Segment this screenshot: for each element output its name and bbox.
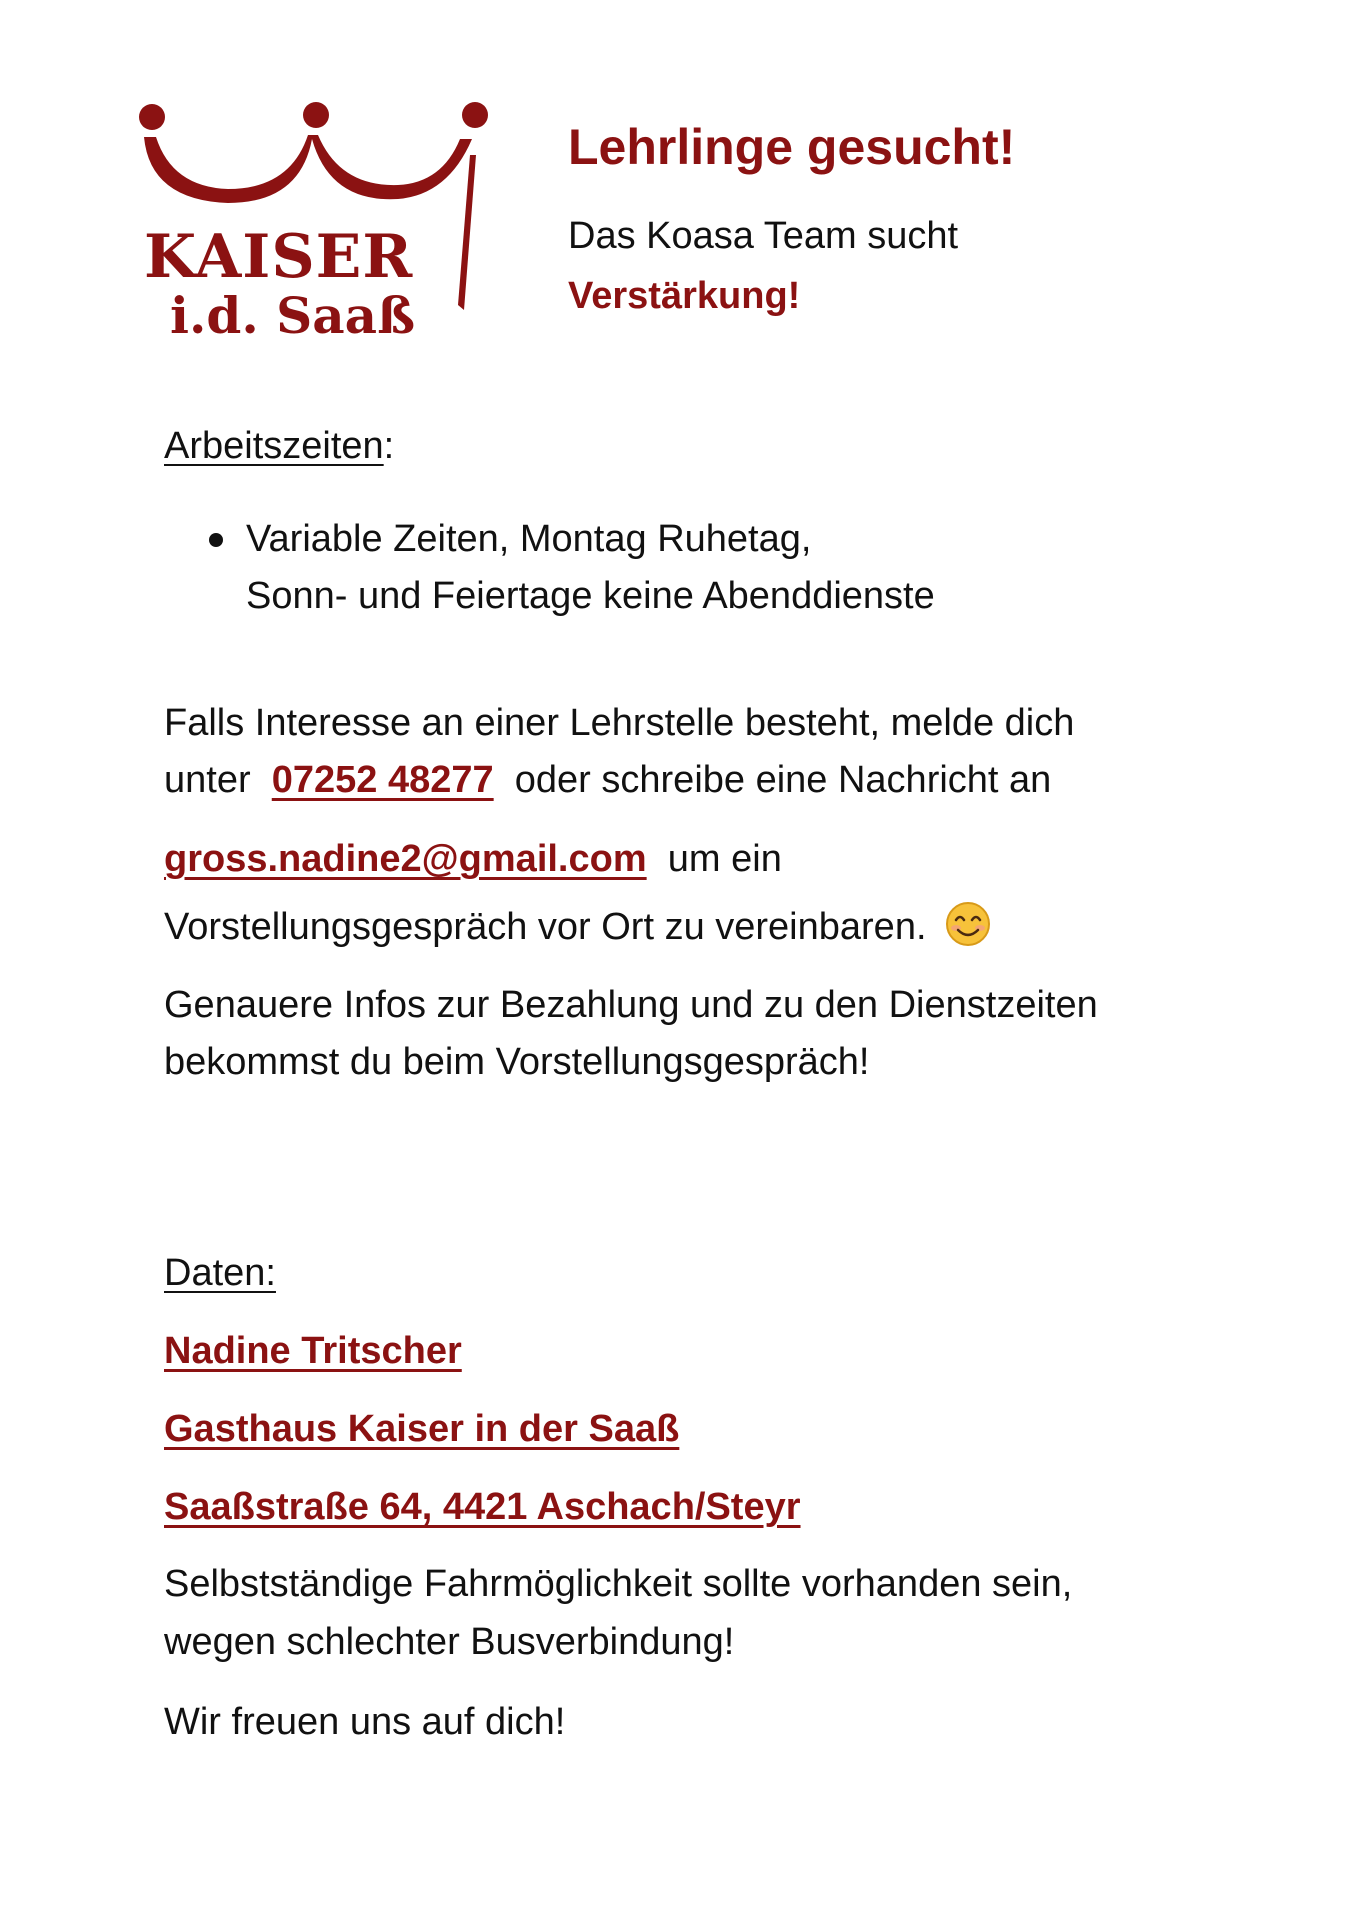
bullet-line-1: Variable Zeiten, Montag Ruhetag, (246, 518, 812, 560)
arbeitszeiten-colon: : (383, 425, 395, 467)
business-name-link[interactable]: Gasthaus Kaiser in der Saaß (164, 1408, 680, 1450)
closing-text: Wir freuen uns auf dich! (164, 1701, 566, 1743)
contact-line-2 (164, 751, 1051, 810)
notice-line-2: wegen schlechter Busverbindung! (164, 1621, 735, 1663)
page-title: Lehrlinge gesucht! (568, 119, 1016, 175)
phone-link[interactable]: 07252 48277 (271, 759, 494, 801)
email-link[interactable]: gross.nadine2@gmail.com (164, 838, 647, 880)
contact-line-4-text: Vorstellungsgespräch vor Ort zu vereinbaren. (164, 906, 927, 948)
logo-word-kaiser: KAISER (144, 222, 414, 292)
contact-line-3 (164, 830, 782, 889)
arbeitszeiten-label: Arbeitszeiten (164, 425, 384, 467)
subtitle: Das Koasa Team sucht (568, 215, 959, 257)
subtitle-highlight: Verstärkung! (568, 275, 801, 317)
contact-name-link[interactable]: Nadine Tritscher (164, 1330, 462, 1372)
crown-logo-graphic (130, 95, 505, 345)
contact-line-2-prefix: unter (164, 759, 251, 801)
smiling-face-icon (945, 901, 991, 947)
info-line-1: Genauere Infos zur Bezahlung und zu den Dienstzeiten (164, 984, 1098, 1026)
contact-line-4 (164, 898, 991, 957)
arbeitszeiten-heading (164, 417, 394, 476)
bullet-icon (209, 533, 223, 547)
daten-heading: Daten: (164, 1252, 276, 1294)
info-line-2: bekommst du beim Vorstellungsgespräch! (164, 1041, 870, 1083)
kaiser-logo (130, 95, 505, 345)
notice-line-1: Selbstständige Fahrmöglichkeit sollte vorhanden sein, (164, 1563, 1073, 1605)
address-link[interactable]: Saaßstraße 64, 4421 Aschach/Steyr (164, 1486, 801, 1528)
contact-line-3-suffix: um ein (667, 838, 782, 880)
bullet-line-2: Sonn- und Feiertage keine Abenddienste (246, 575, 935, 617)
logo-word-saass: i.d. Saaß (170, 286, 416, 345)
contact-line-2-suffix: oder schreibe eine Nachricht an (514, 759, 1052, 801)
contact-line-1: Falls Interesse an einer Lehrstelle besteht, melde dich (164, 702, 1075, 744)
